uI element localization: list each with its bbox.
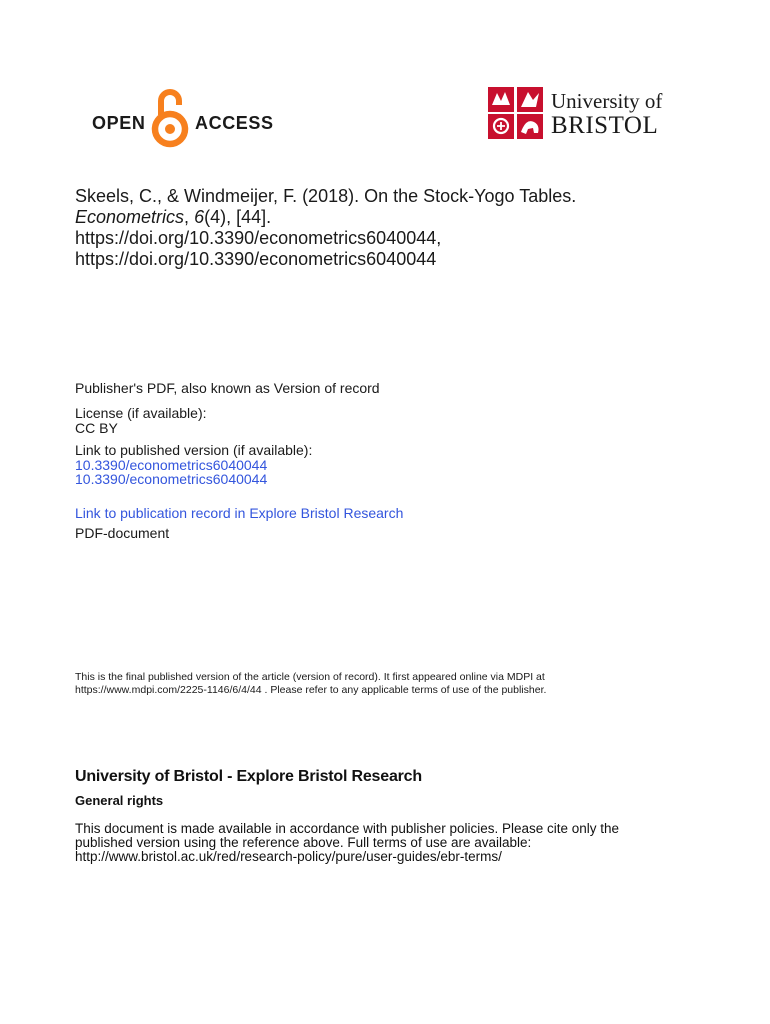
open-access-logo bbox=[92, 88, 272, 150]
open-access-word-open: OPEN bbox=[92, 113, 146, 133]
citation-issue: (4), [44]. bbox=[204, 207, 272, 227]
citation-separator: , bbox=[184, 207, 195, 227]
published-version-label: Link to published version (if available): bbox=[75, 442, 313, 458]
explore-bristol-research-heading: University of Bristol - Explore Bristol Research bbox=[75, 768, 422, 785]
citation-block bbox=[75, 186, 735, 270]
citation-line2 bbox=[75, 207, 735, 228]
citation-volume: 6 bbox=[194, 207, 205, 227]
notice-line2: https://www.mdpi.com/2225-1146/6/4/44 . Please refer to any applicable terms of use of the publisher. bbox=[75, 684, 547, 696]
bristol-crest-icon bbox=[488, 87, 543, 139]
citation-journal: Econometrics bbox=[75, 207, 185, 227]
open-access-lock-icon bbox=[150, 88, 190, 148]
general-rights-text bbox=[75, 822, 715, 864]
version-text: Publisher's PDF, also known as Version of record bbox=[75, 380, 380, 396]
citation-line1: Skeels, C., & Windmeijer, F. (2018). On the Stock-Yogo Tables. bbox=[75, 186, 577, 206]
publication-record-link[interactable]: Link to publication record in Explore Bristol Research bbox=[75, 505, 404, 521]
notice-line1: This is the final published version of the article (version of record). It first appeared online via MDPI at bbox=[75, 671, 545, 683]
bristol-logo-line1: University of bbox=[551, 89, 663, 113]
document-type: PDF-document bbox=[75, 525, 170, 541]
license-label: License (if available): bbox=[75, 405, 207, 421]
university-of-bristol-logo bbox=[488, 87, 688, 141]
rights-terms-url: http://www.bristol.ac.uk/red/research-policy/pure/user-guides/ebr-terms/ bbox=[75, 849, 502, 864]
bristol-logo-line2: BRISTOL bbox=[551, 112, 659, 139]
open-access-word-access: ACCESS bbox=[195, 113, 274, 133]
published-version-link-2[interactable]: 10.3390/econometrics6040044 bbox=[75, 471, 268, 487]
published-version-link-1[interactable]: 10.3390/econometrics6040044 bbox=[75, 457, 268, 473]
general-rights-heading: General rights bbox=[75, 793, 164, 808]
rights-line2: published version using the reference above. Full terms of use are available: bbox=[75, 835, 532, 850]
license-value: CC BY bbox=[75, 420, 118, 436]
citation-doi-1: https://doi.org/10.3390/econometrics6040044, bbox=[75, 228, 442, 248]
rights-line1: This document is made available in accordance with publisher policies. Please cite only the bbox=[75, 821, 620, 836]
citation-doi-2: https://doi.org/10.3390/econometrics6040044 bbox=[75, 249, 437, 269]
publication-notice bbox=[75, 671, 546, 697]
